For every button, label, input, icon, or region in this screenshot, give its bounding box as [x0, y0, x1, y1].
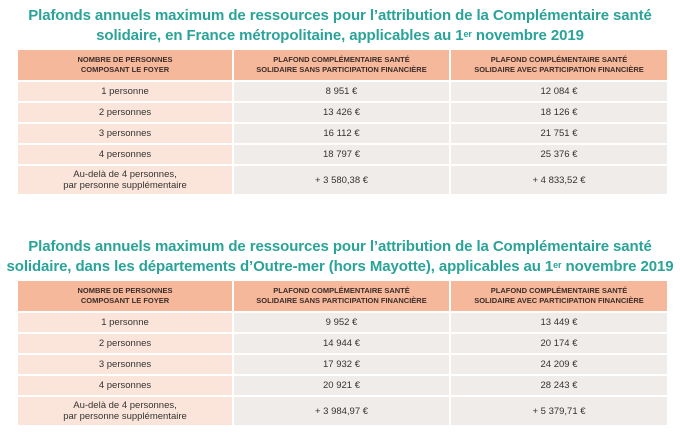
table-title	[0, 237, 680, 277]
header-sans-participation: PLAFOND COMPLÉMENTAIRE SANTÉ SOLIDAIRE SANS PARTICIPATION FINANCIÈRE	[234, 281, 449, 311]
value-avec: + 4 833,52 €	[451, 166, 667, 194]
value-avec: 18 126 €	[451, 103, 667, 122]
row-label: Au-delà de 4 personnes, par personne supplémentaire	[18, 166, 232, 194]
row-label: 4 personnes	[18, 145, 232, 164]
table-row	[18, 376, 667, 395]
row-label: 4 personnes	[18, 376, 232, 395]
ressources-table-outre-mer	[16, 279, 669, 427]
row-label: 1 personne	[18, 82, 232, 101]
value-avec: 21 751 €	[451, 124, 667, 143]
row-label: 1 personne	[18, 313, 232, 332]
table-title	[0, 6, 680, 46]
value-sans: 14 944 €	[234, 334, 449, 353]
header-foyer: NOMBRE DE PERSONNES COMPOSANT LE FOYER	[18, 281, 232, 311]
title-superscript: er	[553, 260, 562, 270]
title-superscript: er	[463, 29, 472, 39]
header-row	[18, 281, 667, 311]
title-line-1: Plafonds annuels maximum de ressources pour l’attribution de la Complémentaire santé	[28, 7, 652, 24]
table-row	[18, 82, 667, 101]
title-line-1: Plafonds annuels maximum de ressources pour l’attribution de la Complémentaire santé	[28, 238, 652, 255]
table-row-supplementaire	[18, 397, 667, 425]
value-avec: 13 449 €	[451, 313, 667, 332]
value-sans: 9 952 €	[234, 313, 449, 332]
value-sans: 8 951 €	[234, 82, 449, 101]
table-row	[18, 124, 667, 143]
header-foyer: NOMBRE DE PERSONNES COMPOSANT LE FOYER	[18, 50, 232, 80]
header-avec-participation: PLAFOND COMPLÉMENTAIRE SANTÉ SOLIDAIRE AVEC PARTICIPATION FINANCIÈRE	[451, 281, 667, 311]
value-sans: 16 112 €	[234, 124, 449, 143]
value-avec: 12 084 €	[451, 82, 667, 101]
value-avec: 28 243 €	[451, 376, 667, 395]
value-avec: 24 209 €	[451, 355, 667, 374]
value-sans: + 3 580,38 €	[234, 166, 449, 194]
header-row	[18, 50, 667, 80]
table-row	[18, 334, 667, 353]
table-row	[18, 103, 667, 122]
row-label: 3 personnes	[18, 355, 232, 374]
value-avec: + 5 379,71 €	[451, 397, 667, 425]
row-label: 2 personnes	[18, 334, 232, 353]
table-row	[18, 313, 667, 332]
row-label: 2 personnes	[18, 103, 232, 122]
ressources-table-metropole	[16, 48, 669, 196]
section-outre-mer	[0, 237, 680, 277]
header-sans-participation: PLAFOND COMPLÉMENTAIRE SANTÉ SOLIDAIRE SANS PARTICIPATION FINANCIÈRE	[234, 50, 449, 80]
row-label: Au-delà de 4 personnes, par personne supplémentaire	[18, 397, 232, 425]
value-sans: + 3 984,97 €	[234, 397, 449, 425]
value-sans: 17 932 €	[234, 355, 449, 374]
section-metropole	[0, 6, 680, 46]
title-line-2: solidaire, en France métropolitaine, applicables au 1er novembre 2019	[96, 27, 584, 44]
row-label: 3 personnes	[18, 124, 232, 143]
value-sans: 18 797 €	[234, 145, 449, 164]
value-avec: 25 376 €	[451, 145, 667, 164]
value-avec: 20 174 €	[451, 334, 667, 353]
value-sans: 13 426 €	[234, 103, 449, 122]
value-sans: 20 921 €	[234, 376, 449, 395]
title-line-2: solidaire, dans les départements d’Outre-mer (hors Mayotte), applicables au 1er novembre 2019	[6, 258, 674, 275]
table-row-supplementaire	[18, 166, 667, 194]
header-avec-participation: PLAFOND COMPLÉMENTAIRE SANTÉ SOLIDAIRE AVEC PARTICIPATION FINANCIÈRE	[451, 50, 667, 80]
table-row	[18, 355, 667, 374]
table-row	[18, 145, 667, 164]
